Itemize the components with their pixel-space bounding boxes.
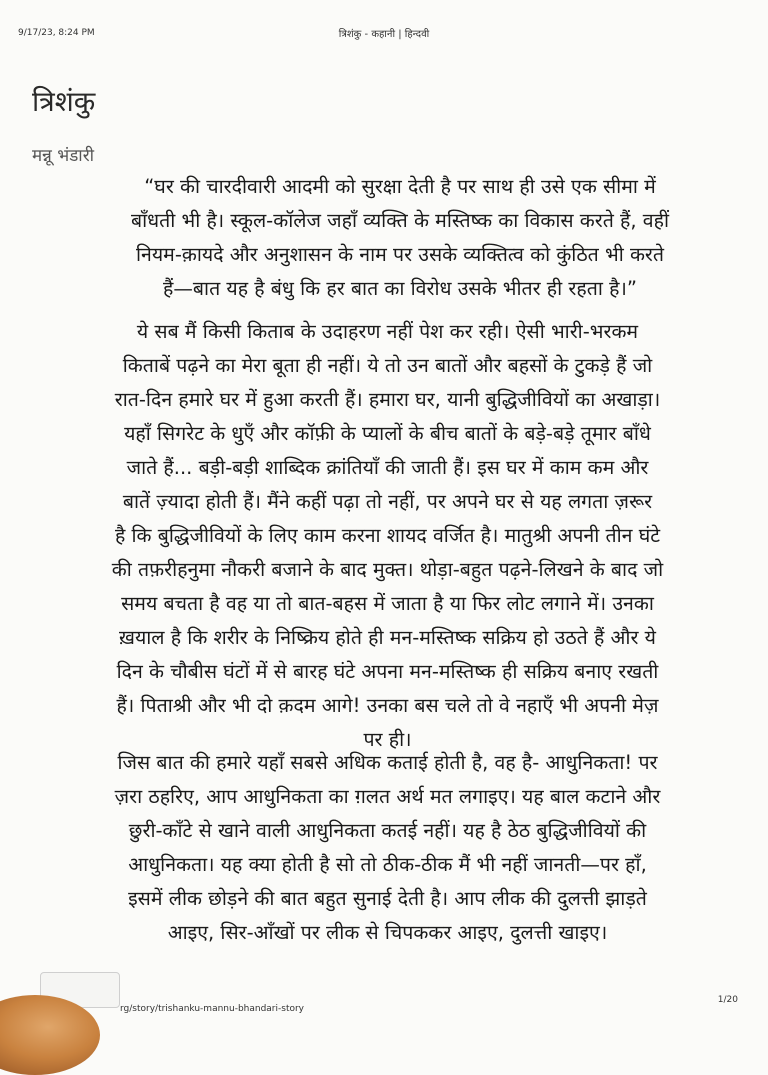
text-line: ख़याल है कि शरीर के निष्क्रिय होते ही मन-मस्तिष्क सक्रिय हो उठते हैं और ये: [119, 626, 656, 649]
text-line: छुरी-काँटे से खाने वाली आधुनिकता कतई नहीं। यह है ठेठ बुद्धिजीवियों की: [128, 819, 647, 842]
text-line: समय बचता है वह या तो बात-बहस में जाता है या फिर लोट लगाने में। उनका: [121, 592, 654, 615]
text-line: बातें ज़्यादा होती हैं। मैंने कहीं पढ़ा तो नहीं, पर अपने घर से यह लगता ज़रूर: [122, 490, 653, 513]
quote-line: हैं—बात यह है बंधु कि हर बात का विरोध उसके भीतर ही रहता है।”: [163, 277, 637, 300]
quote-line: नियम-क़ायदे और अनुशासन के नाम पर उसके व्यक्तित्व को कुंठित भी करते: [135, 243, 665, 266]
text-line: आधुनिकता। यह क्या होती है सो तो ठीक-ठीक मैं भी नहीं जानती—पर हाँ,: [128, 853, 647, 876]
text-line: जिस बात की हमारे यहाँ सबसे अधिक कताई होती है, वह है- आधुनिकता! पर: [117, 751, 658, 774]
text-line: इसमें लीक छोड़ने की बात बहुत सुनाई देती है। आप लीक की दुलत्ती झाड़ते: [128, 887, 647, 910]
text-line: ज़रा ठहरिए, आप आधुनिकता का ग़लत अर्थ मत लगाइए। यह बाल कटाने और: [114, 785, 661, 808]
story-author: मन्नू भंडारी: [32, 146, 95, 166]
text-line: हैं। पिताश्री और भी दो क़दम आगे! उनका बस चले तो वे नहाएँ भी अपनी मेज़: [116, 694, 659, 717]
story-title: त्रिशंकु: [32, 85, 96, 118]
text-line: की तफ़रीहनुमा नौकरी बजाने के बाद मुक्त। थोड़ा-बहुत पढ़ने-लिखने के बाद जो: [111, 558, 664, 581]
paragraph-2: [20, 746, 755, 950]
text-line: पर ही।: [363, 728, 412, 751]
text-line: दिन के चौबीस घंटों में से बारह घंटे अपना मन-मस्तिष्क ही सक्रिय बनाए रखती: [116, 660, 659, 683]
print-url: rg/story/trishanku-mannu-bhandari-story: [120, 1004, 305, 1014]
text-line: है कि बुद्धिजीवियों के लिए काम करना शायद वर्जित है। मातुश्री अपनी तीन घंटे: [114, 524, 661, 547]
text-line: किताबें पढ़ने का मेरा बूता ही नहीं। ये तो उन बातों और बहसों के टुकड़े हैं जो: [122, 354, 653, 377]
text-line: जाते हैं... बड़ी-बड़ी शाब्दिक क्रांतियाँ की जाती हैं। इस घर में काम कम और: [126, 456, 649, 479]
paragraph-1: [20, 315, 755, 757]
text-line: यहाँ सिगरेट के धुएँ और कॉफ़ी के प्यालों के बीच बातों के बड़े-बड़े तूमार बाँधे: [124, 422, 651, 445]
page-number: 1/20: [717, 995, 738, 1005]
quote-line: “घर की चारदीवारी आदमी को सुरक्षा देती है पर साथ ही उसे एक सीमा में: [144, 175, 656, 198]
text-line: आइए, सिर-आँखों पर लीक से चिपककर आइए, दुलत्ती खाइए।: [167, 921, 608, 944]
print-page-title: त्रिशंकु - कहानी | हिन्दवी: [338, 29, 430, 40]
text-line: ये सब मैं किसी किताब के उदाहरण नहीं पेश कर रही। ऐसी भारी-भरकम: [136, 320, 639, 343]
text-line: रात-दिन हमारे घर में हुआ करती हैं। हमारा घर, यानी बुद्धिजीवियों का अखाड़ा।: [114, 388, 661, 411]
print-datetime: 9/17/23, 8:24 PM: [18, 28, 95, 38]
quote-line: बाँधती भी है। स्कूल-कॉलेज जहाँ व्यक्ति के मस्तिष्क का विकास करते हैं, वहीं: [130, 209, 670, 232]
opening-quote: [40, 170, 760, 306]
